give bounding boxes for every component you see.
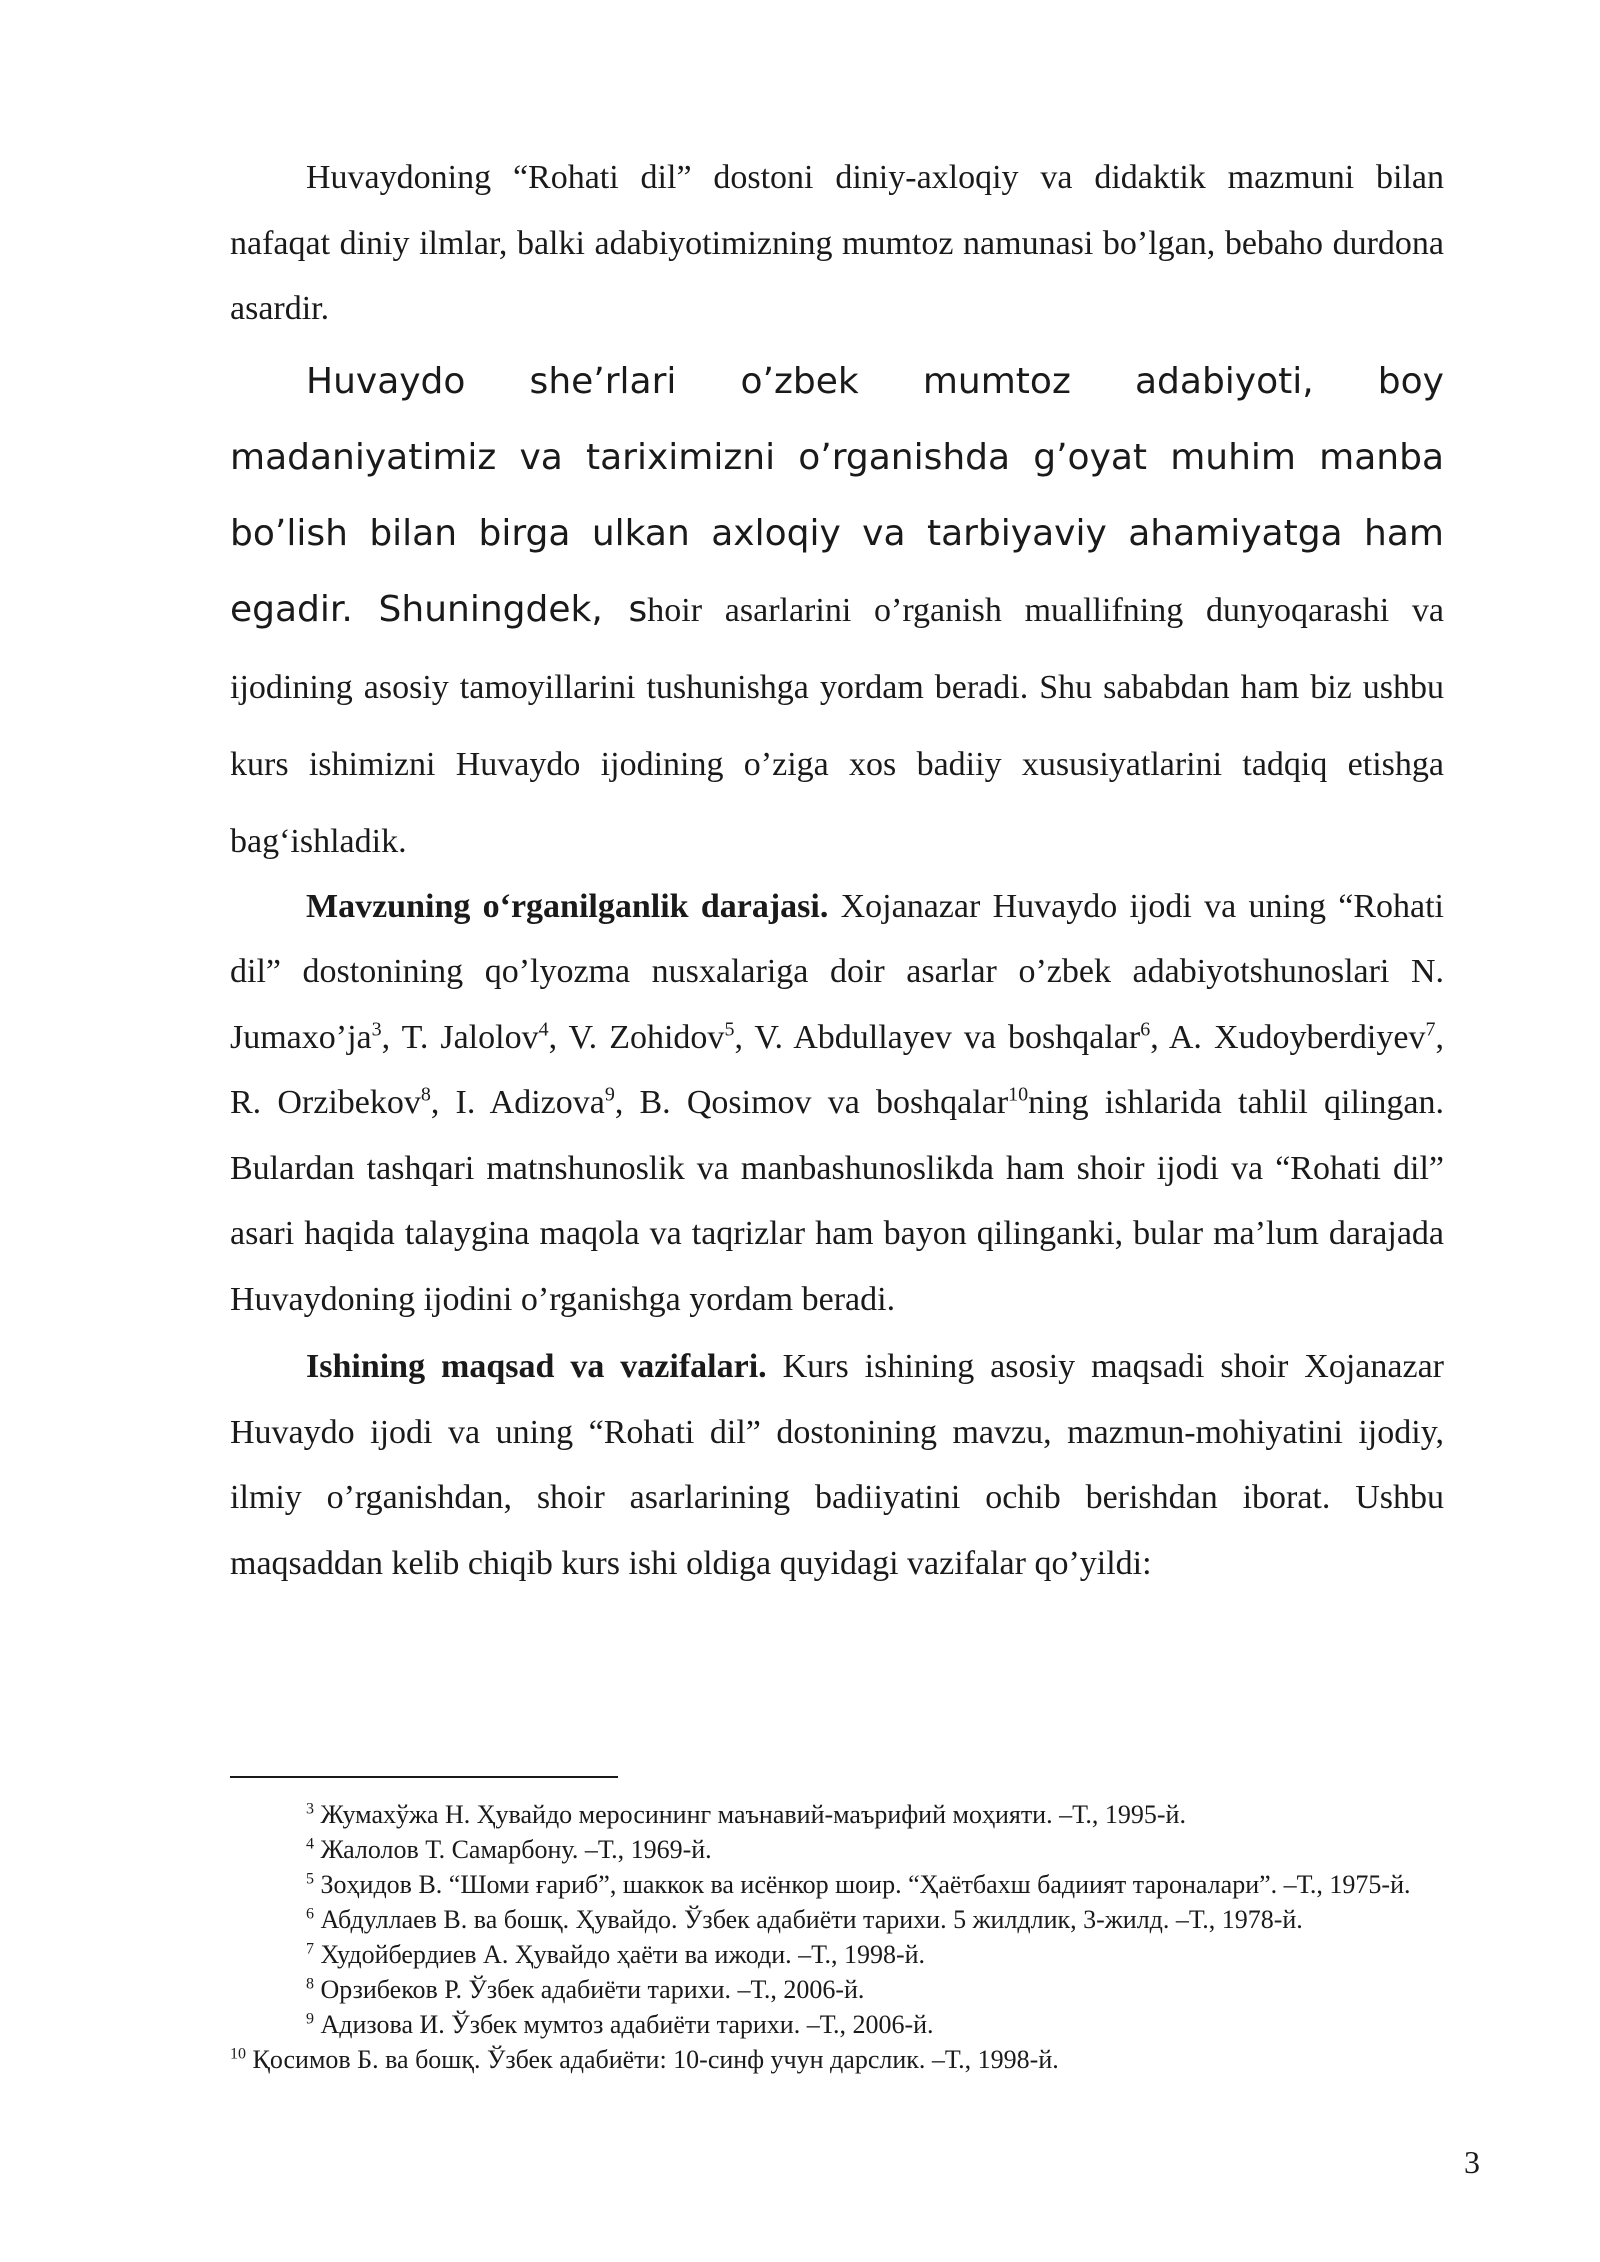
paragraph-text-run: , B. Qosimov va boshqalar (614, 1084, 1009, 1121)
paragraph-intro-text: Huvaydoning “Rohati dil” dostoni diniy-axloqiy va didaktik mazmuni bilan nafaqat diniy ilmlar, balki adabiyotimizning mumtoz namunasi bo’lgan, bebaho durdona asardir. (230, 159, 1444, 327)
paragraph-text-run: ning ishlarida tahlil qilingan. Bulardan tashqari matnshunoslik va manbashunoslikda ham shoir ijodi va “Rohati dil” asari haqida talaygina maqola va taqrizlar ham bayon qilinganki, bular ma’lum darajada Huvaydoning ijodini o’rganishga yordam beradi. (230, 1084, 1444, 1318)
paragraph-intro (230, 145, 1444, 342)
section-heading-goals: Ishining maqsad va vazifalari. (306, 1348, 767, 1385)
footnote-ref[interactable]: 8 (420, 1083, 431, 1106)
footnote-ref[interactable]: 10 (1008, 1083, 1029, 1106)
paragraph-text-run: , A. Xudoyberdiyev (1150, 1018, 1426, 1056)
paragraph-text-run: Xojanazar Huvaydo ijodi va uning “Rohati dil” dostonining qo’lyozma nusxalariga doir asarlar o’zbek adabiyotshunoslari N. Jumaxo’ja (230, 887, 1444, 1056)
footnote-text: Абдуллаев В. ва бошқ. Ҳувайдо. Ўзбек адабиёти тарихи. 5 жилдлик, 3-жилд. –Т., 1978-й. (320, 1905, 1303, 1934)
footnote-item (230, 1867, 1444, 1902)
footnote-text: Худойбердиев А. Ҳувайдо ҳаёти ва ижоди. –Т., 1998-й. (320, 1940, 926, 1969)
footnote-number: 8 (306, 1975, 314, 1993)
footnote-number: 9 (306, 2010, 314, 2028)
paragraph-significance (230, 344, 1444, 880)
footnote-number: 5 (306, 1870, 314, 1888)
body-text (230, 145, 1444, 1596)
footnote-number: 6 (306, 1905, 314, 1923)
footnote-ref[interactable]: 5 (724, 1018, 735, 1041)
page-number: 3 (1464, 2144, 1480, 2180)
footnote-text: Жалолов Т. Самарбону. –Т., 1969-й. (320, 1835, 712, 1864)
footnote-number: 10 (230, 2045, 246, 2063)
footnote-number: 4 (306, 1835, 314, 1853)
footnote-ref[interactable]: 7 (1425, 1018, 1436, 1041)
footnote-ref[interactable]: 4 (538, 1018, 549, 1041)
paragraph-significance-sans-run: Huvaydo she’rlari o’zbek mumtoz adabiyoti, boy madaniyatimiz va tariximizni o’rganishda g’oyat muhim manba bo’lish bilan birga ulkan axloqiy va tarbiyaviy ahamiyatga ham egadir. Shuningdek, s (230, 360, 1444, 630)
footnote-text: Орзибеков Р. Ўзбек адабиёти тарихи. –Т., 2006-й. (320, 1975, 865, 2004)
footnote-ref[interactable]: 9 (604, 1083, 615, 1106)
footnote-item (230, 1832, 1444, 1867)
footnote-item (230, 1937, 1444, 1972)
section-heading-study-level: Mavzuning o‘rganilganlik darajasi. (306, 887, 829, 925)
footnote-number: 7 (306, 1940, 314, 1958)
footnote-item (230, 1902, 1444, 1937)
footnote-item (230, 2042, 1444, 2077)
paragraph-significance-serif-run: hoir asarlarini o’rganish muallifning dunyoqarashi va ijodining asosiy tamoyillarini tushunishga yordam beradi. Shu sababdan ham biz ushbu kurs ishimizni Huvaydo ijodining o’ziga xos badiiy xususiyatlarini tadqiq etishga bag‘ishladik. (230, 591, 1444, 860)
paragraph-text-run: , T. Jalolov (381, 1018, 539, 1056)
footnote-separator (230, 1776, 618, 1778)
footnotes (230, 1797, 1444, 2077)
paragraph-text-run: , I. Adizova (430, 1084, 605, 1121)
footnote-item (230, 1797, 1444, 1832)
footnote-ref[interactable]: 6 (1140, 1018, 1151, 1041)
footnote-text: Адизова И. Ўзбек мумтоз адабиёти тарихи. –Т., 2006-й. (320, 2010, 934, 2039)
footnote-ref[interactable]: 3 (371, 1018, 382, 1041)
paragraph-text-run: , V. Zohidov (548, 1018, 725, 1056)
footnote-item (230, 2007, 1444, 2042)
footnote-text: Жумахўжа Н. Ҳувайдо меросининг маънавий-маърифий моҳияти. –Т., 1995-й. (320, 1800, 1186, 1829)
paragraph-goals (230, 1334, 1444, 1596)
footnote-item (230, 1972, 1444, 2007)
footnote-text: Қосимов Б. ва бошқ. Ўзбек адабиёти: 10-синф учун дарслик. –Т., 1998-й. (252, 2045, 1059, 2074)
paragraph-text-run: , R. Orzibekov (230, 1018, 1444, 1121)
footnote-number: 3 (306, 1800, 314, 1818)
paragraph-goals-text: Kurs ishining asosiy maqsadi shoir Xojanazar Huvaydo ijodi va uning “Rohati dil” dostonining mavzu, mazmun-mohiyatini ijodiy, ilmiy o’rganishdan, shoir asarlarining badiiyatini ochib berishdan iborat. Ushbu maqsaddan kelib chiqib kurs ishi oldiga quyidagi vazifalar qo’yildi: (230, 1348, 1444, 1582)
paragraph-text-run: , V. Abdullayev va boshqalar (734, 1018, 1141, 1056)
footnote-text: Зоҳидов В. “Шоми ғариб”, шаккок ва исёнкор шоир. “Ҳаётбахш бадиият тароналари”. –Т., 1975-й. (320, 1870, 1411, 1899)
paragraph-study-level (230, 874, 1444, 1333)
